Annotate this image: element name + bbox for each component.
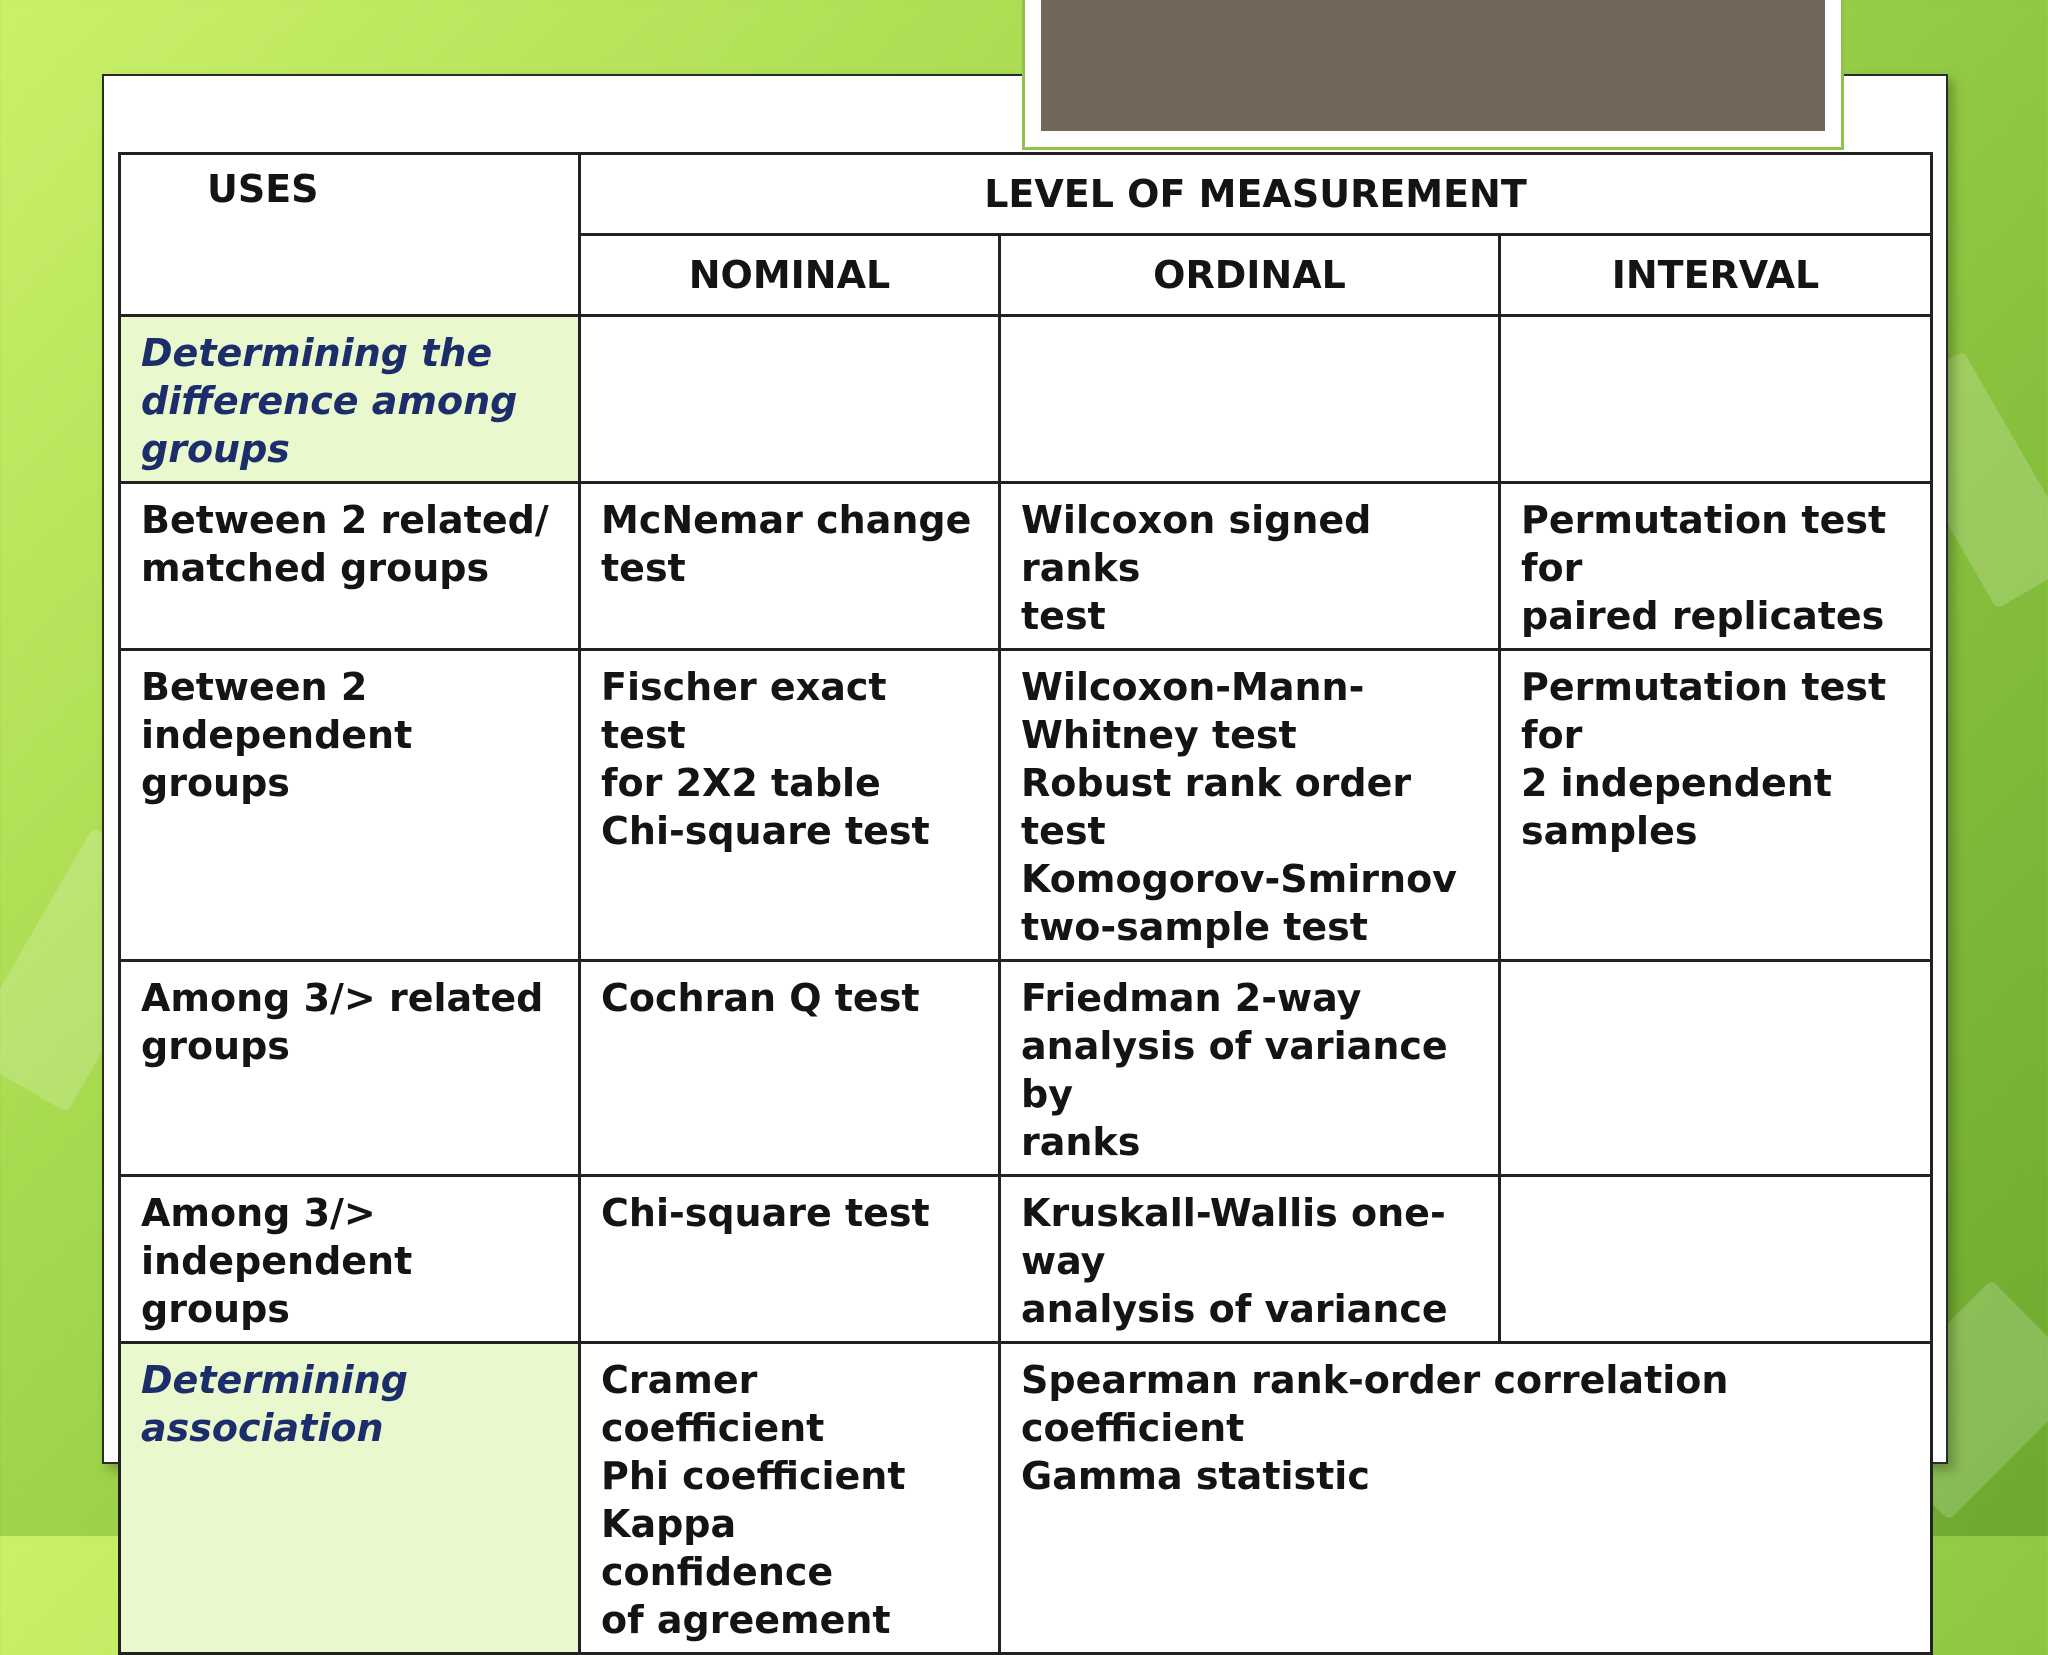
ordinal-cell: Friedman 2-way analysis of variance by ranks	[1000, 961, 1500, 1176]
ordinal-interval-cell: Spearman rank-order correlation coefficient Gamma statistic	[1000, 1343, 1932, 1654]
empty-cell	[580, 316, 1000, 483]
interval-cell	[1500, 961, 1932, 1176]
nominal-cell: Cochran Q test	[580, 961, 1000, 1176]
nominal-cell: Fischer exact test for 2X2 table Chi-square test	[580, 650, 1000, 961]
nominal-cell: McNemar change test	[580, 483, 1000, 650]
table-row	[120, 483, 1932, 650]
use-cell: Among 3/> related groups	[120, 961, 580, 1176]
section-label-difference: Determining the difference among groups	[120, 316, 580, 483]
section-label-association: Determining association	[120, 1343, 580, 1654]
table-row	[120, 1176, 1932, 1343]
table-row	[120, 316, 1932, 483]
ordinal-cell: Kruskall-Wallis one-way analysis of variance	[1000, 1176, 1500, 1343]
empty-cell	[1000, 316, 1500, 483]
statistical-tests-table	[118, 152, 1933, 1655]
nominal-cell: Cramer coefficient Phi coefficient Kappa confidence of agreement	[580, 1343, 1000, 1654]
table-row	[120, 1343, 1932, 1654]
empty-cell	[1500, 316, 1932, 483]
header-uses: USES	[120, 154, 580, 316]
interval-cell: Permutation test for 2 independent samples	[1500, 650, 1932, 961]
header-ordinal: ORDINAL	[1000, 235, 1500, 316]
title-placeholder	[1022, 0, 1844, 150]
header-nominal: NOMINAL	[580, 235, 1000, 316]
table-row	[120, 650, 1932, 961]
title-placeholder-fill	[1041, 0, 1825, 131]
use-cell: Among 3/> independent groups	[120, 1176, 580, 1343]
header-level-of-measurement: LEVEL OF MEASUREMENT	[580, 154, 1932, 235]
header-interval: INTERVAL	[1500, 235, 1932, 316]
ordinal-cell: Wilcoxon signed ranks test	[1000, 483, 1500, 650]
nominal-cell: Chi-square test	[580, 1176, 1000, 1343]
interval-cell	[1500, 1176, 1932, 1343]
table-row	[120, 961, 1932, 1176]
use-cell: Between 2 independent groups	[120, 650, 580, 961]
ordinal-cell: Wilcoxon-Mann- Whitney test Robust rank order test Komogorov-Smirnov two-sample test	[1000, 650, 1500, 961]
use-cell: Between 2 related/ matched groups	[120, 483, 580, 650]
interval-cell: Permutation test for paired replicates	[1500, 483, 1932, 650]
